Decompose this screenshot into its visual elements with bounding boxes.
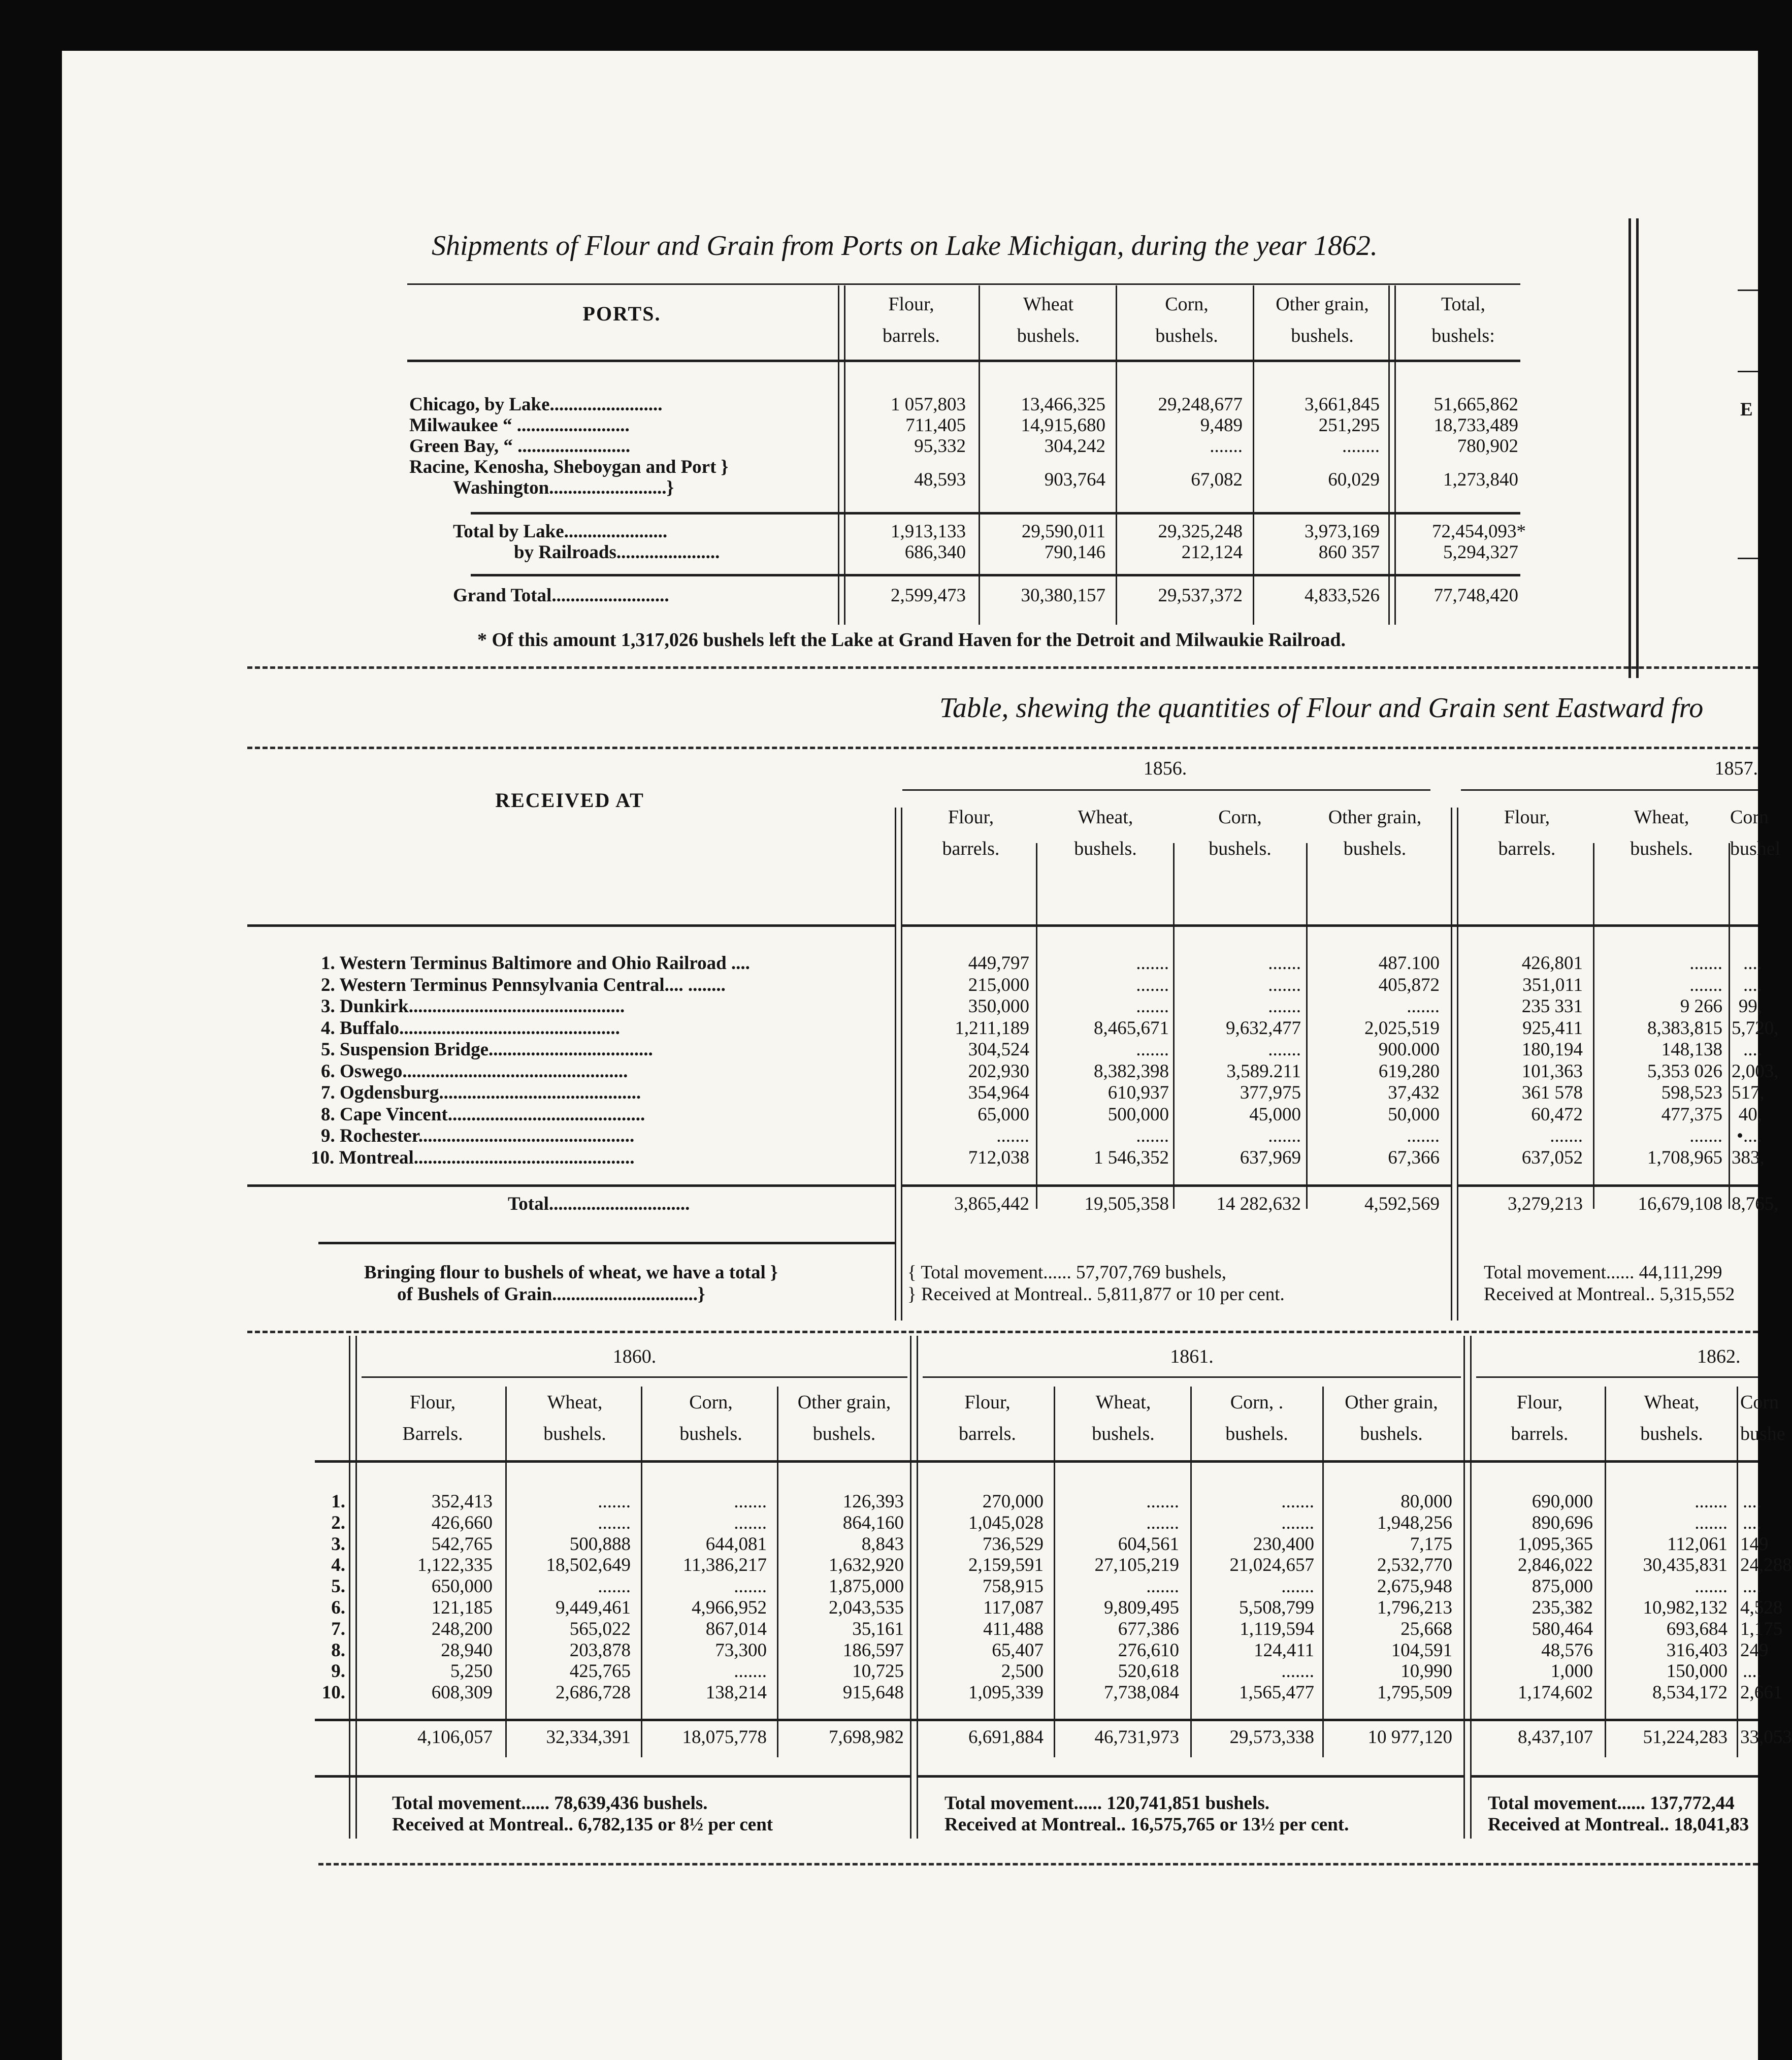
table-cell: 9 266 bbox=[1680, 996, 1722, 1017]
table-cell: 500,888 bbox=[569, 1534, 631, 1555]
table-cell: 477,375 bbox=[1661, 1104, 1722, 1125]
table-cell: ....... bbox=[734, 1512, 767, 1533]
table-cell: ....... bbox=[1281, 1491, 1314, 1512]
col-header: Wheat bushels. bbox=[1017, 294, 1080, 346]
rule bbox=[1470, 1775, 1758, 1778]
bringing-flour-note: of Bushels of Grain...............................} bbox=[397, 1284, 705, 1305]
col-header: Wheat, bushels. bbox=[1630, 807, 1693, 859]
year-header: 1861. bbox=[1170, 1346, 1214, 1367]
col-header: Other grain, bushels. bbox=[1328, 807, 1422, 859]
table-cell: 203,878 bbox=[569, 1640, 631, 1661]
table-cell: 7,738,084 bbox=[1104, 1682, 1179, 1703]
rule bbox=[505, 1387, 507, 1757]
table2-header-received-at: RECEIVED AT bbox=[495, 789, 644, 812]
rule bbox=[247, 1331, 1758, 1333]
table-cell: 1,795,509 bbox=[1377, 1682, 1452, 1703]
rule bbox=[917, 1336, 918, 1839]
table-cell: ....... bbox=[1146, 1491, 1179, 1512]
table-cell: 11,386,217 bbox=[682, 1555, 767, 1575]
table-cell: 270,000 bbox=[982, 1491, 1044, 1512]
table1-title: Shipments of Flour and Grain from Ports on Lake Michigan, during the year 1862. bbox=[432, 230, 1378, 262]
table-cell: 5. Suspension Bridge................................... bbox=[321, 1039, 653, 1060]
table-cell: ....... bbox=[1268, 953, 1301, 974]
table-cell: 736,529 bbox=[982, 1534, 1044, 1555]
table-cell: 40, bbox=[1738, 1104, 1762, 1125]
col-header: Other grain, bushels. bbox=[1276, 294, 1369, 346]
table1-footnote: * Of this amount 1,317,026 bushels left the Lake at Grand Haven for the Detroit and Milwaukie Railroad. bbox=[477, 629, 1346, 651]
document-page: Shipments of Flour and Grain from Ports on Lake Michigan, during the year 1862. PORTS. Flour, barrels. Wheat bushels. Corn, bushels. Other grain, bushels. Total, bushels: Chicago, by Lake........................ 1 057,803 13,466,325 29,248,677 3,661,845 51,665,862 Milwaukee “ ........................ 711,405 14,915,680 9,489 251,295 18,733,489 Green Bay, “ ........................ 95,332 304,242 ....... ........ 780,902 Racine, Kenosha, Sheboygan and Port } Washington.........................} 48,593 903,764 67,082 60,029 1,273,840 Total by Lake...................... 1,913,133 29,590,011 29,325,248 3,973,169 72,454,093* by Railroads...................... 686,340 790,146 212,124 860 357 5,294,327 Grand Total......................... 2,599,473 30,380,157 29,537,372 4,833,526 77,748,420 * Of this amount 1,317,026 bushels left the Lake at Grand Haven for the Detroit and Milwaukie Railroad. E Table, shewing the quantities of Flour and Grain sent Eastward fro RECEIVED AT 1856. 1857. Flour, barrels. Wheat, bushels. Corn, bushels. Other grain, bushels. Flour, barrels. Wheat, bushels. Corn bushel 1. Western Terminus Baltimore and Ohio Railroad .... 449,797 ....... ....... 487.100 426,801 ....... .... 2. Western Terminus Pennsylvania Central.... ........ 215,000 ....... ....... 405,872 351,011 ....... .... 3. Dunkirk.............................................. 350,000 ....... ....... ....... 235 331 9 266 99, 4. Buffalo............................................... 1,211,189 8,465,671 9,632,477 2,025,519 925,411 8,383,815 5,720, 5. Suspension Bridge................................... 304,524 ....... ....... 900.000 180,194 148,138 .... 6. Oswego................................................ 202,930 8,382,398 3,589.211 619,280 101,363 5,353 026 2,003, 7. Ogdensburg........................................... 354,964 610,937 377,975 37,432 361 578 598,523 517, 8. Cape Vincent.......................................... 65,000 500,000 45,000 50,000 60,472 477,375 40, 9. Rochester.............................................. ....... ....... ....... ....... ....... ....... •.... 10. Montreal............................................... 712,038 1 546,352 637,969 67,366 637,052 1,708,965 383, Total.............................. 3,865,442 19,505,358 14 282,632 4,592,569 3,279,213 16,679,108 8,765, Bringing flour to bushels of wheat, we have a total } of Bushels of Grain...............................} { Total movement...... 57,707,769 bushels, } Received at Montreal.. 5,811,877 or 10 per cent. Total movement...... 44,111,299 Received at Montreal.. 5,315,552 1860. 1861. 1862. Flour, Barrels. Wheat, bushels. Corn, bushels. Other grain, bushels. Flour, barrels. Wheat, bushels. Corn, . bushels. Other grain, bushels. Flour, barrels. Wheat, bushels. Corn bushe 1. 352,413 ....... ....... 126,393 270,000 ....... ....... 80,000 690,000 ....... .... 2. 426,660 ....... ....... 864,160 1,045,028 ....... ....... 1,948,256 890,696 ....... .... 3. 542,765 500,888 644,081 8,843 736,529 604,561 230,400 7,175 1,095,365 112,061 149 4. 1,122,335 18,502,649 11,386,217 1,632,920 2,159,591 27,105,219 21,024,657 2,532,770 2,846,022 30,435,831 24,288 5. 650,000 ....... ....... 1,875,000 758,915 ....... ....... 2,675,948 875,000 ....... .... 6. 121,185 9,449,461 4,966,952 2,043,535 117,087 9,809,495 5,508,799 1,796,213 235,382 10,982,132 4,528 7. 248,200 565,022 867,014 35,161 411,488 677,386 1,119,594 25,668 580,464 693,684 1,175 8. 28,940 203,878 73,300 186,597 65,407 276,610 124,411 104,591 48,576 316,403 249 9. 5,250 425,765 ....... 10,725 2,500 520,618 ....... 10,990 1,000 150,000 .... 10. 608,309 2,686,728 138,214 915,648 1,095,339 7,738,084 1,565,477 1,795,509 1,174,602 8,534,172 2,661 4,106,057 32,334,391 18,075,778 7,698,982 6,691,884 46,731,973 29,573,338 10 977,120 8,437,107 51,224,283 33,053 Total movement...... 78,639,436 bushels. Received at Montreal.. 6,782,135 or 8½ per cent Total movement...... 120,741,851 bushels. Received at Montreal.. 16,575,765 or 13½ per cent. Total movement...... 137,772,44 Received at Montreal.. 18,041,83 bbox=[62, 51, 1758, 2060]
table-cell: 230,400 bbox=[1253, 1534, 1314, 1555]
table-cell: 1,948,256 bbox=[1377, 1512, 1452, 1533]
table-cell: 8,843 bbox=[861, 1534, 904, 1555]
table-cell: 487.100 bbox=[1378, 953, 1440, 974]
table-cell: 598,523 bbox=[1661, 1082, 1722, 1103]
table-cell: 202,930 bbox=[968, 1061, 1029, 1082]
rule bbox=[247, 747, 1758, 749]
table-cell: ....... bbox=[1689, 975, 1722, 995]
table-cell: 8. bbox=[331, 1640, 345, 1661]
received-montreal-1862: Received at Montreal.. 18,041,83 bbox=[1488, 1814, 1749, 1835]
table-cell: .... bbox=[1743, 975, 1762, 995]
table-cell: 5,250 bbox=[450, 1661, 493, 1682]
table-cell: 35,161 bbox=[852, 1619, 904, 1639]
table-cell: ....... bbox=[1136, 1125, 1169, 1146]
rule bbox=[1738, 558, 1758, 559]
rule bbox=[1628, 218, 1631, 678]
table-cell: 276,610 bbox=[1118, 1640, 1179, 1661]
table-cell: ....... bbox=[1695, 1576, 1728, 1597]
table-cell: 121,185 bbox=[431, 1597, 493, 1618]
table-cell: 104,591 bbox=[1391, 1640, 1452, 1661]
rule bbox=[471, 512, 1520, 514]
table-cell: 8,534,172 bbox=[1652, 1682, 1728, 1703]
col-header: Corn, bushels. bbox=[1155, 294, 1218, 346]
bringing-flour-note: Bringing flour to bushels of wheat, we have a total } bbox=[364, 1262, 778, 1283]
rule bbox=[315, 1460, 1758, 1463]
table-cell: ....... bbox=[1281, 1661, 1314, 1682]
table-cell: ....... bbox=[1695, 1491, 1728, 1512]
table-cell: ....... bbox=[734, 1661, 767, 1682]
table-cell: 18,502,649 bbox=[546, 1555, 631, 1575]
table-cell: .... bbox=[1743, 1576, 1762, 1597]
table-cell: 2,043,535 bbox=[829, 1597, 904, 1618]
table-cell: 3,589.211 bbox=[1226, 1061, 1301, 1082]
table-cell: 235 331 bbox=[1521, 996, 1583, 1017]
table-cell: 4. bbox=[331, 1555, 345, 1575]
table-cell: 604,561 bbox=[1118, 1534, 1179, 1555]
received-montreal-1857: Received at Montreal.. 5,315,552 bbox=[1484, 1284, 1735, 1305]
table-cell: 361 578 bbox=[1521, 1082, 1583, 1103]
table-cell: 2,025,519 bbox=[1364, 1018, 1440, 1039]
table-cell: 383, bbox=[1732, 1147, 1765, 1168]
table-cell: 2,003, bbox=[1732, 1061, 1779, 1082]
table-cell: 426,660 bbox=[431, 1512, 493, 1533]
table-cell: ....... bbox=[1136, 996, 1169, 1017]
table-cell: 650,000 bbox=[431, 1576, 493, 1597]
total-movement-1860: Total movement...... 78,639,436 bushels. bbox=[392, 1793, 708, 1814]
table-cell: 1,045,028 bbox=[968, 1512, 1044, 1533]
table-cell: 542,765 bbox=[431, 1534, 493, 1555]
table-cell: ....... bbox=[1268, 996, 1301, 1017]
col-header: Wheat, bushels. bbox=[543, 1392, 606, 1444]
table2-title: Table, shewing the quantities of Flour and Grain sent Eastward fro bbox=[939, 692, 1704, 724]
rule bbox=[1457, 808, 1458, 1321]
table-cell: 148,138 bbox=[1661, 1039, 1722, 1060]
table-cell: 65,407 bbox=[992, 1640, 1044, 1661]
table-cell: 354,964 bbox=[968, 1082, 1029, 1103]
table-cell: 758,915 bbox=[982, 1576, 1044, 1597]
table-cell: 520,618 bbox=[1118, 1661, 1179, 1682]
table-cell: 1. bbox=[331, 1491, 345, 1512]
table-cell: ....... bbox=[1268, 975, 1301, 995]
rule bbox=[1738, 289, 1758, 291]
table-cell: 6. Oswego................................................ bbox=[321, 1061, 628, 1082]
rule bbox=[1458, 1184, 1758, 1187]
table-cell: 677,386 bbox=[1118, 1619, 1179, 1639]
table-cell: 352,413 bbox=[431, 1491, 493, 1512]
table-cell: 8,382,398 bbox=[1094, 1061, 1169, 1082]
table-cell: 1,175 bbox=[1740, 1619, 1783, 1639]
rule bbox=[1173, 843, 1175, 1209]
table-cell: 25,668 bbox=[1400, 1619, 1452, 1639]
table-cell: 875,000 bbox=[1532, 1576, 1593, 1597]
table-cell: 925,411 bbox=[1522, 1018, 1583, 1039]
table-cell: ....... bbox=[1268, 1125, 1301, 1146]
rule bbox=[471, 574, 1520, 576]
table-cell: 48,576 bbox=[1541, 1640, 1593, 1661]
table-cell: .... bbox=[1743, 1039, 1762, 1060]
table-cell: ....... bbox=[598, 1576, 631, 1597]
rule bbox=[1593, 843, 1594, 1209]
rule bbox=[407, 360, 1520, 362]
table-cell: 138,214 bbox=[705, 1682, 767, 1703]
table-cell: ....... bbox=[734, 1491, 767, 1512]
table-cell: 24,288 bbox=[1740, 1555, 1792, 1575]
table-cell: 500,000 bbox=[1107, 1104, 1169, 1125]
table-cell: ....... bbox=[1689, 953, 1722, 974]
table-cell: 45,000 bbox=[1249, 1104, 1301, 1125]
table-cell: 4,528 bbox=[1740, 1597, 1783, 1618]
table-cell: 2,159,591 bbox=[968, 1555, 1044, 1575]
table-cell: 4. Buffalo............................................... bbox=[321, 1018, 620, 1039]
table-cell: ....... bbox=[598, 1512, 631, 1533]
table-cell: 637,969 bbox=[1240, 1147, 1301, 1168]
table-cell: 1. Western Terminus Baltimore and Ohio Railroad .... bbox=[321, 953, 750, 974]
col-header: Flour, barrels. bbox=[942, 807, 1000, 859]
table-cell: 5,508,799 bbox=[1239, 1597, 1314, 1618]
total-movement-1857: Total movement...... 44,111,299 bbox=[1484, 1262, 1722, 1283]
col-header: Corn bushe bbox=[1740, 1392, 1785, 1444]
table-cell: 900.000 bbox=[1378, 1039, 1440, 1060]
rule bbox=[1306, 843, 1308, 1209]
table-cell: 426,801 bbox=[1521, 953, 1583, 974]
received-montreal-1860: Received at Montreal.. 6,782,135 or 8½ per cent bbox=[392, 1814, 773, 1835]
table-cell: 10. bbox=[321, 1682, 345, 1703]
col-header: Other grain, bushels. bbox=[797, 1392, 891, 1444]
rule bbox=[1054, 1387, 1055, 1757]
table-cell: 304,524 bbox=[968, 1039, 1029, 1060]
rule bbox=[910, 1336, 911, 1839]
table-cell: 9,809,495 bbox=[1104, 1597, 1179, 1618]
rule bbox=[247, 666, 1758, 669]
table-cell: ....... bbox=[1136, 975, 1169, 995]
table-cell: 1,875,000 bbox=[829, 1576, 904, 1597]
table-cell: 2,675,948 bbox=[1377, 1576, 1452, 1597]
table-cell: 864,160 bbox=[842, 1512, 904, 1533]
table-cell: ....... bbox=[1550, 1125, 1583, 1146]
table-cell: 7,175 bbox=[1410, 1534, 1452, 1555]
table-cell: 10,725 bbox=[852, 1661, 904, 1682]
col-header: Corn, . bushels. bbox=[1225, 1392, 1288, 1444]
rule bbox=[362, 1376, 907, 1378]
year-header: 1862. bbox=[1697, 1346, 1741, 1367]
table-cell: 37,432 bbox=[1388, 1082, 1440, 1103]
table-cell: 890,696 bbox=[1532, 1512, 1593, 1533]
table-cell: 99, bbox=[1738, 996, 1762, 1017]
table-cell: ....... bbox=[1268, 1039, 1301, 1060]
rule bbox=[318, 1242, 895, 1244]
table-cell: ....... bbox=[1407, 1125, 1440, 1146]
table-cell: 377,975 bbox=[1240, 1082, 1301, 1103]
table-cell: 7. Ogdensburg........................................... bbox=[321, 1082, 641, 1103]
table-cell: 1,122,335 bbox=[417, 1555, 493, 1575]
rule bbox=[1729, 843, 1730, 1209]
rule bbox=[641, 1387, 642, 1757]
table-cell: 10,990 bbox=[1400, 1661, 1452, 1682]
rule bbox=[777, 1387, 778, 1757]
year-header: 1856. bbox=[1143, 758, 1187, 779]
table-cell: 60,472 bbox=[1531, 1104, 1583, 1125]
rule bbox=[902, 789, 1430, 791]
rule bbox=[902, 924, 1758, 927]
table-cell: 580,464 bbox=[1532, 1619, 1593, 1639]
table-cell: 235,382 bbox=[1532, 1597, 1593, 1618]
table-cell: 150,000 bbox=[1666, 1661, 1728, 1682]
table-cell: ....... bbox=[996, 1125, 1029, 1146]
table-cell: 65,000 bbox=[978, 1104, 1029, 1125]
table-cell: 8,465,671 bbox=[1094, 1018, 1169, 1039]
table-cell: 7. bbox=[331, 1619, 345, 1639]
total-movement-1861: Total movement...... 120,741,851 bushels. bbox=[944, 1793, 1270, 1814]
total-movement-1862: Total movement...... 137,772,44 bbox=[1488, 1793, 1735, 1814]
rule bbox=[1451, 808, 1452, 1321]
table-cell: 1,708,965 bbox=[1647, 1147, 1722, 1168]
table-cell: 5,720, bbox=[1732, 1018, 1779, 1039]
rule bbox=[315, 1775, 910, 1778]
rule bbox=[318, 1863, 1758, 1865]
table-cell: 10. Montreal............................................... bbox=[311, 1147, 635, 1168]
table-cell: 8,383,815 bbox=[1647, 1018, 1722, 1039]
rule bbox=[1190, 1387, 1192, 1757]
rule bbox=[1470, 1336, 1472, 1839]
received-montreal-1861: Received at Montreal.. 16,575,765 or 13½ per cent. bbox=[944, 1814, 1349, 1835]
table-cell: ....... bbox=[1136, 953, 1169, 974]
table-cell: ....... bbox=[1281, 1576, 1314, 1597]
table-cell: 619,280 bbox=[1378, 1061, 1440, 1082]
table-cell: 637,052 bbox=[1521, 1147, 1583, 1168]
table-cell: 2,532,770 bbox=[1377, 1555, 1452, 1575]
table-cell: 425,765 bbox=[569, 1661, 631, 1682]
table-cell: 608,309 bbox=[431, 1682, 493, 1703]
rule bbox=[247, 924, 895, 927]
table-cell: 21,024,657 bbox=[1229, 1555, 1314, 1575]
table-cell: 9. bbox=[331, 1661, 345, 1682]
table-cell: 411,488 bbox=[983, 1619, 1044, 1639]
table-cell: ....... bbox=[1146, 1576, 1179, 1597]
rule bbox=[1605, 1387, 1606, 1757]
table-cell: 1,565,477 bbox=[1239, 1682, 1314, 1703]
table-cell: ....... bbox=[1136, 1039, 1169, 1060]
table-cell: .... bbox=[1743, 1491, 1762, 1512]
col-header: Corn bushel bbox=[1730, 807, 1781, 859]
table-cell: 215,000 bbox=[968, 975, 1029, 995]
rule bbox=[355, 1336, 357, 1839]
rule bbox=[917, 1775, 1463, 1778]
table-cell: 1,211,189 bbox=[955, 1018, 1029, 1039]
table-cell: 8. Cape Vincent.......................................... bbox=[321, 1104, 645, 1125]
right-fragment-text: E bbox=[1740, 399, 1753, 420]
col-header: Flour, barrels. bbox=[1498, 807, 1556, 859]
rule bbox=[1036, 843, 1037, 1209]
col-header: Flour, Barrels. bbox=[402, 1392, 463, 1444]
rule bbox=[349, 1336, 350, 1839]
rule bbox=[315, 1719, 1758, 1721]
table-cell: 1 546,352 bbox=[1094, 1147, 1169, 1168]
table-cell: 1,095,339 bbox=[968, 1682, 1044, 1703]
table-cell: 610,937 bbox=[1107, 1082, 1169, 1103]
table-cell: 2,661 bbox=[1740, 1682, 1783, 1703]
rule bbox=[923, 1376, 1461, 1378]
table-cell: 124,411 bbox=[1254, 1640, 1314, 1661]
table-cell: 6. bbox=[331, 1597, 345, 1618]
rule bbox=[407, 283, 1520, 285]
table-cell: ....... bbox=[1146, 1512, 1179, 1533]
table-cell: 867,014 bbox=[705, 1619, 767, 1639]
table-cell: 149 bbox=[1740, 1534, 1769, 1555]
table-cell: 2,500 bbox=[1001, 1661, 1044, 1682]
table-cell: 249 bbox=[1740, 1640, 1769, 1661]
table-cell: ....... bbox=[734, 1576, 767, 1597]
rule bbox=[1463, 1336, 1465, 1839]
table-cell: 248,200 bbox=[431, 1619, 493, 1639]
table-cell: 117,087 bbox=[983, 1597, 1044, 1618]
table-cell: .... bbox=[1743, 1661, 1762, 1682]
table-cell: 27,105,219 bbox=[1094, 1555, 1179, 1575]
table-cell: 405,872 bbox=[1378, 975, 1440, 995]
col-header: Corn, bushels. bbox=[679, 1392, 742, 1444]
rule bbox=[895, 808, 896, 1321]
table-cell: 316,403 bbox=[1666, 1640, 1728, 1661]
rule bbox=[1738, 371, 1758, 372]
table-cell: 1,119,594 bbox=[1240, 1619, 1314, 1639]
table-cell: 30,435,831 bbox=[1643, 1555, 1728, 1575]
year-header: 1857. bbox=[1714, 758, 1758, 779]
table-cell: 3. bbox=[331, 1534, 345, 1555]
table-cell: 9,449,461 bbox=[556, 1597, 631, 1618]
col-header: Other grain, bushels. bbox=[1345, 1392, 1438, 1444]
col-header: Wheat, bushels. bbox=[1074, 807, 1137, 859]
table-cell: 10,982,132 bbox=[1643, 1597, 1728, 1618]
table-cell: 2. bbox=[331, 1512, 345, 1533]
rule bbox=[1322, 1387, 1324, 1757]
table-cell: 80,000 bbox=[1400, 1491, 1452, 1512]
table-cell: 50,000 bbox=[1388, 1104, 1440, 1125]
col-header: Flour, barrels. bbox=[959, 1392, 1016, 1444]
table-cell: ....... bbox=[1281, 1512, 1314, 1533]
table-cell: 5. bbox=[331, 1576, 345, 1597]
rule bbox=[247, 1184, 895, 1187]
table-cell: 1,796,213 bbox=[1377, 1597, 1452, 1618]
table-cell: 126,393 bbox=[842, 1491, 904, 1512]
table-cell: 73,300 bbox=[715, 1640, 767, 1661]
table-cell: 28,940 bbox=[441, 1640, 493, 1661]
total-movement-1856: { Total movement...... 57,707,769 bushels, bbox=[907, 1262, 1227, 1283]
rule bbox=[1737, 1387, 1738, 1757]
col-header: Flour, barrels. bbox=[883, 294, 940, 346]
table-cell: 101,363 bbox=[1521, 1061, 1583, 1082]
table-cell: 112,061 bbox=[1667, 1534, 1728, 1555]
table-cell: ....... bbox=[1407, 996, 1440, 1017]
table1-header-ports: PORTS. bbox=[582, 302, 661, 325]
table-cell: 2. Western Terminus Pennsylvania Central.... ........ bbox=[321, 975, 726, 995]
col-header: Corn, bushels. bbox=[1209, 807, 1272, 859]
table-cell: 565,022 bbox=[569, 1619, 631, 1639]
table-cell: 915,648 bbox=[842, 1682, 904, 1703]
table-cell: 180,194 bbox=[1521, 1039, 1583, 1060]
rule bbox=[1636, 218, 1639, 678]
table-cell: 5,353 026 bbox=[1647, 1061, 1722, 1082]
table-cell: 9. Rochester.............................................. bbox=[321, 1125, 635, 1146]
table-cell: 1,632,920 bbox=[829, 1555, 904, 1575]
received-montreal-1856: } Received at Montreal.. 5,811,877 or 10 per cent. bbox=[907, 1284, 1285, 1305]
table-cell: 67,366 bbox=[1388, 1147, 1440, 1168]
table-cell: 693,684 bbox=[1666, 1619, 1728, 1639]
table-cell: 1,095,365 bbox=[1518, 1534, 1593, 1555]
col-header: Wheat, bushels. bbox=[1092, 1392, 1155, 1444]
table-cell: 351,011 bbox=[1522, 975, 1583, 995]
col-header: Wheat, bushels. bbox=[1640, 1392, 1703, 1444]
col-header: Flour, barrels. bbox=[1511, 1392, 1569, 1444]
table-cell: 690,000 bbox=[1532, 1491, 1593, 1512]
table-cell: 712,038 bbox=[968, 1147, 1029, 1168]
table-cell: 4,966,952 bbox=[692, 1597, 767, 1618]
table-cell: 2,686,728 bbox=[556, 1682, 631, 1703]
table-cell: 449,797 bbox=[968, 953, 1029, 974]
year-header: 1860. bbox=[612, 1346, 657, 1367]
table-cell: 517, bbox=[1732, 1082, 1765, 1103]
table-cell: .... bbox=[1743, 1512, 1762, 1533]
table-cell: 644,081 bbox=[705, 1534, 767, 1555]
table-cell: 350,000 bbox=[968, 996, 1029, 1017]
table-cell: •.... bbox=[1737, 1125, 1762, 1146]
rule bbox=[901, 808, 902, 1321]
rule bbox=[1476, 1376, 1758, 1378]
table-cell: 3. Dunkirk.............................................. bbox=[321, 996, 625, 1017]
table-cell: 186,597 bbox=[842, 1640, 904, 1661]
table-cell: ....... bbox=[598, 1491, 631, 1512]
rule bbox=[1461, 789, 1758, 791]
table-cell: 9,632,477 bbox=[1226, 1018, 1301, 1039]
table-cell: 1,000 bbox=[1550, 1661, 1593, 1682]
table-cell: 1,174,602 bbox=[1518, 1682, 1593, 1703]
rule bbox=[902, 1184, 1451, 1187]
table-cell: .... bbox=[1743, 953, 1762, 974]
table-cell: ....... bbox=[1689, 1125, 1722, 1146]
table-cell: 2,846,022 bbox=[1518, 1555, 1593, 1575]
table-cell: ....... bbox=[1695, 1512, 1728, 1533]
col-header: Total, bushels: bbox=[1431, 294, 1495, 346]
